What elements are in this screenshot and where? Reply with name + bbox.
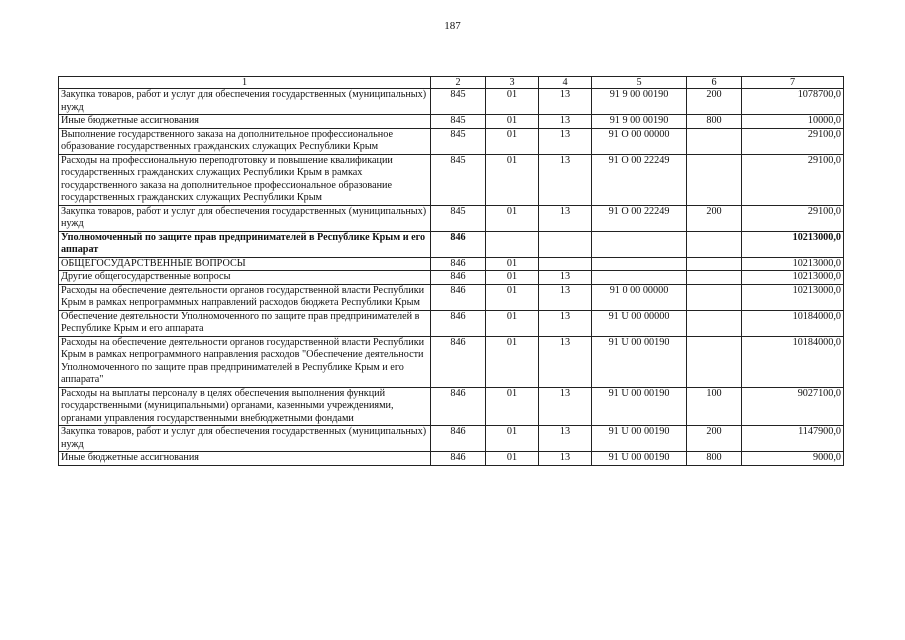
row-gr-code-cell: 845 (431, 154, 486, 205)
row-subsection-cell: 13 (539, 154, 592, 205)
row-gr-code-cell: 846 (431, 426, 486, 452)
table-row (59, 205, 844, 231)
row-expense-type-cell: 200 (687, 205, 742, 231)
row-section-cell: 01 (486, 271, 539, 285)
budget-table (58, 76, 844, 466)
row-gr-code-cell: 846 (431, 387, 486, 426)
row-target-code-cell: 91 U 00 00190 (592, 336, 687, 387)
table-header (59, 77, 844, 89)
row-expense-type-cell (687, 336, 742, 387)
row-name-cell: Расходы на обеспечение деятельности органов государственной власти Республики Крым в рамках непрограммного направления расходов "Обеспечение деятельности Уполномоченного по защите прав предпринимателей в Республике Крым и его аппарата" (59, 336, 431, 387)
row-target-code-cell (592, 257, 687, 271)
row-section-cell: 01 (486, 284, 539, 310)
row-amount-cell: 10000,0 (742, 115, 844, 129)
table-row (59, 452, 844, 466)
row-gr-code-cell: 846 (431, 336, 486, 387)
row-amount-cell: 10213000,0 (742, 271, 844, 285)
row-name-cell: Закупка товаров, работ и услуг для обеспечения государственных (муниципальных) нужд (59, 205, 431, 231)
row-name-cell: Иные бюджетные ассигнования (59, 452, 431, 466)
row-name-cell: Расходы на обеспечение деятельности органов государственной власти Республики Крым в рамках непрограммных направлений расходов бюджета Республики Крым (59, 284, 431, 310)
row-target-code-cell: 91 9 00 00190 (592, 89, 687, 115)
row-subsection-cell (539, 257, 592, 271)
page-number: 187 (444, 20, 461, 32)
row-gr-code-cell: 846 (431, 231, 486, 257)
row-expense-type-cell: 200 (687, 426, 742, 452)
row-target-code-cell: 91 U 00 00000 (592, 310, 687, 336)
row-subsection-cell: 13 (539, 128, 592, 154)
row-section-cell: 01 (486, 310, 539, 336)
row-expense-type-cell (687, 154, 742, 205)
row-target-code-cell: 91 U 00 00190 (592, 426, 687, 452)
row-name-cell: Расходы на профессиональную переподготовку и повышение квалификации государственных гражданских служащих Республики Крым в рамках государственного заказа на дополнительное профессиональное образование государственных гражданских служащих Республики Крым (59, 154, 431, 205)
row-subsection-cell: 13 (539, 452, 592, 466)
row-amount-cell: 9027100,0 (742, 387, 844, 426)
row-amount-cell: 1078700,0 (742, 89, 844, 115)
row-target-code-cell: 91 О 00 00000 (592, 128, 687, 154)
row-subsection-cell: 13 (539, 310, 592, 336)
header-col-6: 6 (687, 77, 742, 89)
row-section-cell: 01 (486, 257, 539, 271)
row-amount-cell: 29100,0 (742, 154, 844, 205)
header-col-4: 4 (539, 77, 592, 89)
row-name-cell: Закупка товаров, работ и услуг для обеспечения государственных (муниципальных) нужд (59, 89, 431, 115)
row-target-code-cell (592, 231, 687, 257)
row-section-cell: 01 (486, 89, 539, 115)
row-amount-cell: 10213000,0 (742, 257, 844, 271)
row-subsection-cell: 13 (539, 115, 592, 129)
row-gr-code-cell: 845 (431, 115, 486, 129)
row-target-code-cell (592, 271, 687, 285)
table-row (59, 231, 844, 257)
table-row (59, 257, 844, 271)
row-section-cell: 01 (486, 336, 539, 387)
header-col-1: 1 (59, 77, 431, 89)
row-amount-cell: 10184000,0 (742, 336, 844, 387)
row-gr-code-cell: 846 (431, 284, 486, 310)
table-row (59, 115, 844, 129)
row-name-cell: Закупка товаров, работ и услуг для обеспечения государственных (муниципальных) нужд (59, 426, 431, 452)
row-expense-type-cell: 800 (687, 452, 742, 466)
row-subsection-cell: 13 (539, 205, 592, 231)
row-section-cell: 01 (486, 426, 539, 452)
row-subsection-cell (539, 231, 592, 257)
header-col-2: 2 (431, 77, 486, 89)
table-row (59, 89, 844, 115)
row-name-cell: ОБЩЕГОСУДАРСТВЕННЫЕ ВОПРОСЫ (59, 257, 431, 271)
row-section-cell: 01 (486, 452, 539, 466)
row-gr-code-cell: 846 (431, 310, 486, 336)
header-col-7: 7 (742, 77, 844, 89)
row-name-cell: Иные бюджетные ассигнования (59, 115, 431, 129)
table-row (59, 271, 844, 285)
row-target-code-cell: 91 0 00 00000 (592, 284, 687, 310)
row-gr-code-cell: 845 (431, 89, 486, 115)
table-row (59, 426, 844, 452)
row-subsection-cell: 13 (539, 284, 592, 310)
row-amount-cell: 10184000,0 (742, 310, 844, 336)
row-gr-code-cell: 846 (431, 271, 486, 285)
row-name-cell: Расходы на выплаты персоналу в целях обеспечения выполнения функций государственными (муниципальными) органами, казенными учреждениями, органами управления государственными внебюджетными фондами (59, 387, 431, 426)
row-expense-type-cell (687, 257, 742, 271)
row-subsection-cell: 13 (539, 426, 592, 452)
row-section-cell: 01 (486, 115, 539, 129)
row-section-cell (486, 231, 539, 257)
row-subsection-cell: 13 (539, 336, 592, 387)
table-row (59, 310, 844, 336)
row-section-cell: 01 (486, 128, 539, 154)
row-target-code-cell: 91 О 00 22249 (592, 154, 687, 205)
row-amount-cell: 9000,0 (742, 452, 844, 466)
header-col-5: 5 (592, 77, 687, 89)
row-subsection-cell: 13 (539, 89, 592, 115)
row-expense-type-cell (687, 231, 742, 257)
header-row (59, 77, 844, 89)
row-name-cell: Другие общегосударственные вопросы (59, 271, 431, 285)
table-row (59, 387, 844, 426)
row-section-cell: 01 (486, 154, 539, 205)
row-expense-type-cell (687, 128, 742, 154)
row-gr-code-cell: 845 (431, 205, 486, 231)
row-amount-cell: 10213000,0 (742, 284, 844, 310)
row-gr-code-cell: 846 (431, 452, 486, 466)
row-name-cell: Обеспечение деятельности Уполномоченного по защите прав предпринимателей в Республике Крым и его аппарата (59, 310, 431, 336)
row-expense-type-cell (687, 284, 742, 310)
row-target-code-cell: 91 U 00 00190 (592, 387, 687, 426)
row-amount-cell: 10213000,0 (742, 231, 844, 257)
row-amount-cell: 29100,0 (742, 205, 844, 231)
table-row (59, 128, 844, 154)
table-row (59, 154, 844, 205)
row-subsection-cell: 13 (539, 271, 592, 285)
row-subsection-cell: 13 (539, 387, 592, 426)
row-expense-type-cell: 100 (687, 387, 742, 426)
table-row (59, 284, 844, 310)
row-section-cell: 01 (486, 387, 539, 426)
row-amount-cell: 1147900,0 (742, 426, 844, 452)
row-expense-type-cell: 200 (687, 89, 742, 115)
table-body (59, 89, 844, 466)
row-gr-code-cell: 846 (431, 257, 486, 271)
row-gr-code-cell: 845 (431, 128, 486, 154)
row-section-cell: 01 (486, 205, 539, 231)
row-target-code-cell: 91 U 00 00190 (592, 452, 687, 466)
row-amount-cell: 29100,0 (742, 128, 844, 154)
header-col-3: 3 (486, 77, 539, 89)
row-expense-type-cell (687, 271, 742, 285)
row-name-cell: Уполномоченный по защите прав предпринимателей в Республике Крым и его аппарат (59, 231, 431, 257)
row-target-code-cell: 91 9 00 00190 (592, 115, 687, 129)
row-target-code-cell: 91 О 00 22249 (592, 205, 687, 231)
row-expense-type-cell (687, 310, 742, 336)
row-expense-type-cell: 800 (687, 115, 742, 129)
table-row (59, 336, 844, 387)
row-name-cell: Выполнение государственного заказа на дополнительное профессиональное образование государственных гражданских служащих Республики Крым (59, 128, 431, 154)
